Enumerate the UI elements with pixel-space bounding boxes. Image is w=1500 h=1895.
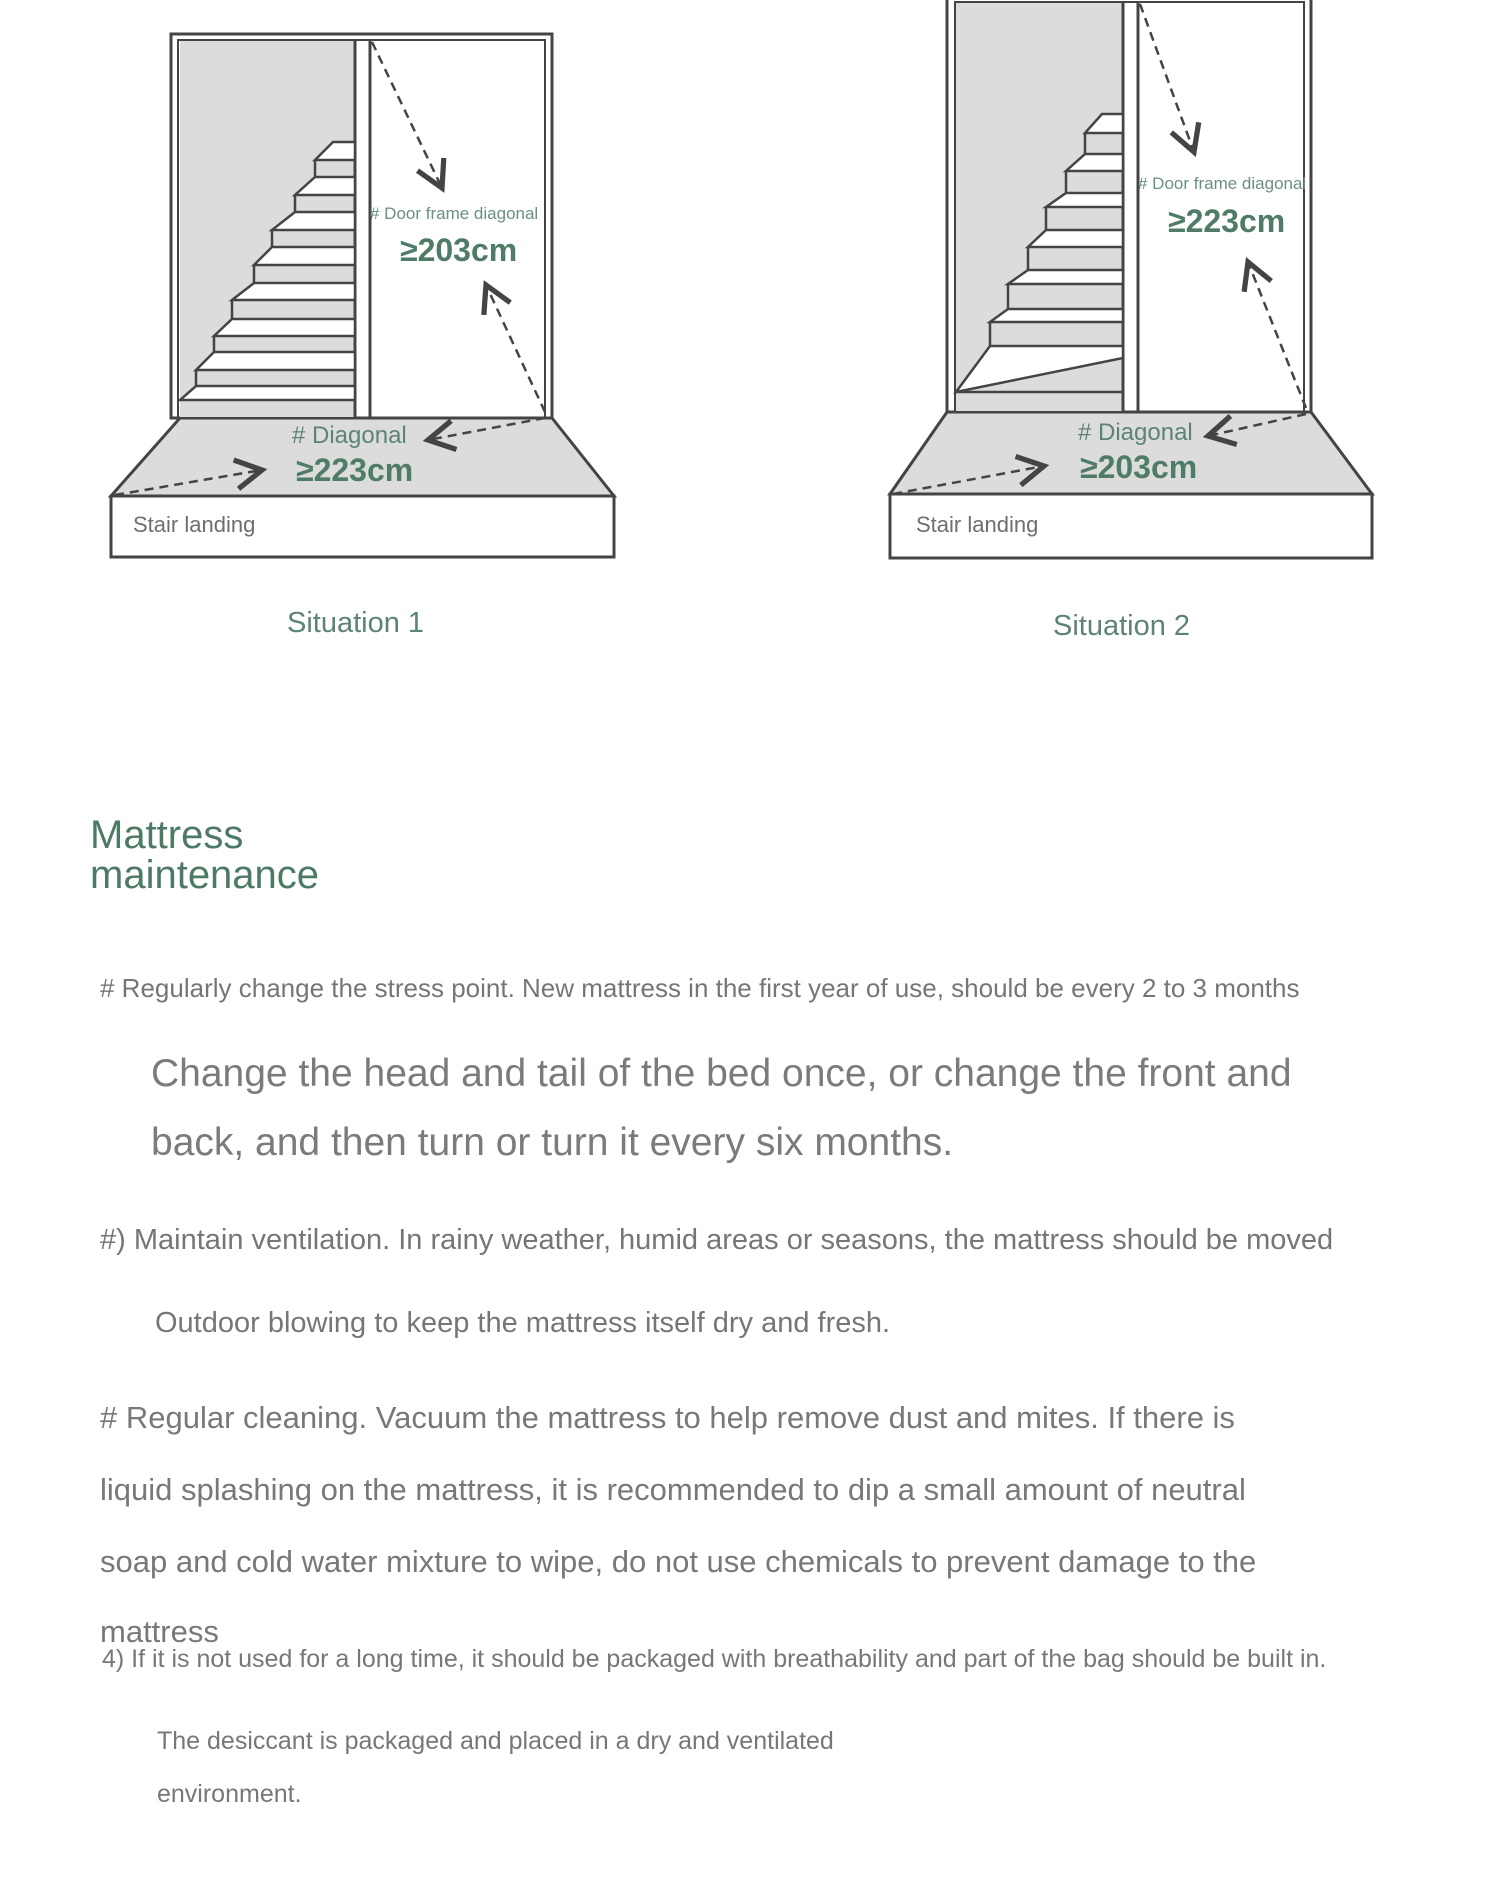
door-frame-label: # Door frame diagonal <box>370 204 539 223</box>
tip-3-line-2: liquid splashing on the mattress, it is recommended to dip a small amount of neutral <box>100 1472 1246 1507</box>
tip-3-line-3: soap and cold water mixture to wipe, do not use chemicals to prevent damage to the <box>100 1544 1257 1579</box>
tip-4-line-2: environment. <box>157 1780 302 1808</box>
floor-diagonal-label: # Diagonal <box>292 422 407 449</box>
stair-landing-label: Stair landing <box>133 512 256 537</box>
tip-2-line-1: Outdoor blowing to keep the mattress itself dry and fresh. <box>155 1307 891 1339</box>
floor-diagonal-value: ≥203cm <box>1080 449 1198 485</box>
situation-caption: Situation 1 <box>287 607 425 639</box>
tip-3-line-1: # Regular cleaning. Vacuum the mattress to help remove dust and mites. If there is <box>100 1400 1235 1435</box>
floor-diagonal-value: ≥223cm <box>296 452 414 488</box>
stair-landing-label: Stair landing <box>916 512 1039 537</box>
door-frame-label: # Door frame diagonal <box>1138 174 1307 193</box>
tip-3-line-4-clip <box>100 1614 219 1649</box>
tip-4-intro: 4) If it is not used for a long time, it should be packaged with breathability and part of the bag should be built in. <box>102 1645 1327 1673</box>
tip-3-line-4: mattress <box>100 1614 219 1649</box>
stair-door-illustration-2 <box>0 0 1500 700</box>
situation-caption: Situation 2 <box>1053 610 1191 642</box>
tip-2-intro: #) Maintain ventilation. In rainy weather, humid areas or seasons, the mattress should be moved <box>100 1224 1334 1256</box>
tip-1-line-1: Change the head and tail of the bed once, or change the front and <box>151 1052 1292 1095</box>
door-frame-value: ≥223cm <box>1168 203 1286 239</box>
tip-1-line-2: back, and then turn or turn it every six months. <box>151 1121 954 1164</box>
tip-1-intro: # Regularly change the stress point. New mattress in the first year of use, should be every 2 to 3 months <box>100 973 1300 1003</box>
tip-4-line-1: The desiccant is packaged and placed in a dry and ventilated <box>157 1727 834 1755</box>
section-heading-line2: maintenance <box>90 853 320 897</box>
door-frame-value: ≥203cm <box>400 232 518 268</box>
section-heading-line1: Mattress <box>90 813 244 857</box>
floor-diagonal-label: # Diagonal <box>1078 419 1193 446</box>
